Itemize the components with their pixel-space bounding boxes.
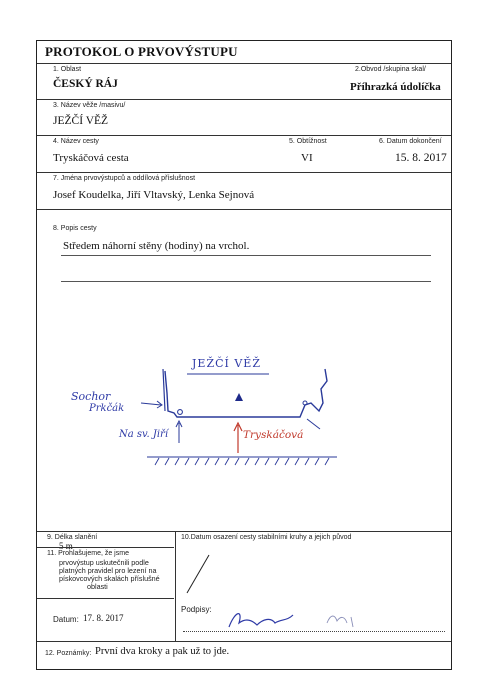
oblast-label: 1. Oblast <box>53 66 82 73</box>
sketch-left-route-label: Na sv. Jiří <box>119 429 169 440</box>
divider <box>37 135 451 136</box>
osazeni-strike <box>177 549 451 599</box>
popis-line <box>61 281 431 282</box>
column-divider <box>175 531 176 641</box>
divider <box>37 641 451 642</box>
right-arrow <box>307 419 320 429</box>
prohlaseni-label: 11. Prohlašujeme, že jsme <box>47 550 129 557</box>
tower-outline <box>165 369 327 417</box>
popis-line <box>61 255 431 256</box>
datum-dokonceni-value: 15. 8. 2017 <box>395 152 447 164</box>
datum-dokonceni-label: 6. Datum dokončení <box>379 138 442 145</box>
datum-value: 17. 8. 2017 <box>83 613 124 623</box>
form-title: PROTOKOL O PRVOVÝSTUPU <box>45 44 238 59</box>
osazeni-label: 10.Datum osazení cesty stabilními kruhy a jejich původ <box>181 534 352 541</box>
popis-value: Středem náhorní stěny (hodiny) na vrchol. <box>63 240 250 252</box>
ground-hatch <box>155 458 329 465</box>
prohlaseni-line: pískovcových skalách příslušné <box>59 574 160 583</box>
oblast-value: ČESKÝ RÁJ <box>53 78 118 90</box>
signature-line <box>183 631 445 632</box>
prohlaseni-line: oblasti <box>87 582 108 591</box>
sketch-left-label-2: Prkčák <box>89 403 125 414</box>
obtiznost-value: VI <box>301 152 313 164</box>
prohlaseni-line: platných pravidel pro lezení na <box>59 566 157 575</box>
divider <box>37 209 451 210</box>
prvovystupci-value: Josef Koudelka, Jiří Vltavský, Lenka Sejnová <box>53 189 255 201</box>
vez-label: 3. Název věže /masivu/ <box>53 102 126 109</box>
signature-1 <box>229 614 293 627</box>
tower-bolt-left <box>178 410 183 415</box>
signatures <box>217 601 377 641</box>
vez-value: JEŽČÍ VĚŽ <box>53 115 109 127</box>
left-arrow <box>141 403 161 405</box>
cesta-label: 4. Název cesty <box>53 138 99 145</box>
obvod-label: 2.Obvod /skupina skal/ <box>355 66 426 73</box>
delka-label: 9. Délka slanění <box>47 534 98 541</box>
podpisy-label: Podpisy: <box>181 605 212 614</box>
divider <box>37 547 174 548</box>
divider <box>37 598 174 599</box>
delka-value: 5 m <box>59 541 73 551</box>
prohlaseni-line: prvovýstup uskutečnili podle <box>59 558 149 567</box>
cesta-value: Tryskáčová cesta <box>53 152 129 164</box>
popis-label: 8. Popis cesty <box>53 225 97 232</box>
divider <box>37 531 451 532</box>
divider <box>37 63 451 64</box>
poznamky-label: 12. Poznámky: <box>45 650 92 657</box>
divider <box>37 172 451 173</box>
signature-2 <box>327 616 353 627</box>
prvovystupci-label: 7. Jména prvovýstupců a oddílová příslušnost <box>53 175 196 182</box>
datum-label: Datum: <box>53 615 79 624</box>
sketch-route-label: Tryskáčová <box>243 429 304 441</box>
sketch-tower-label: JEŽČÍ VĚŽ <box>192 357 261 370</box>
sketch-left-label-1: Sochor <box>71 390 111 403</box>
obvod-value: Příhrazká údolíčka <box>350 81 441 93</box>
divider <box>37 99 451 100</box>
protocol-form <box>36 40 452 670</box>
poznamky-value: První dva kroky a pak už to jde. <box>95 646 230 657</box>
summit-icon <box>235 393 243 401</box>
obtiznost-label: 5. Obtížnost <box>289 138 327 145</box>
